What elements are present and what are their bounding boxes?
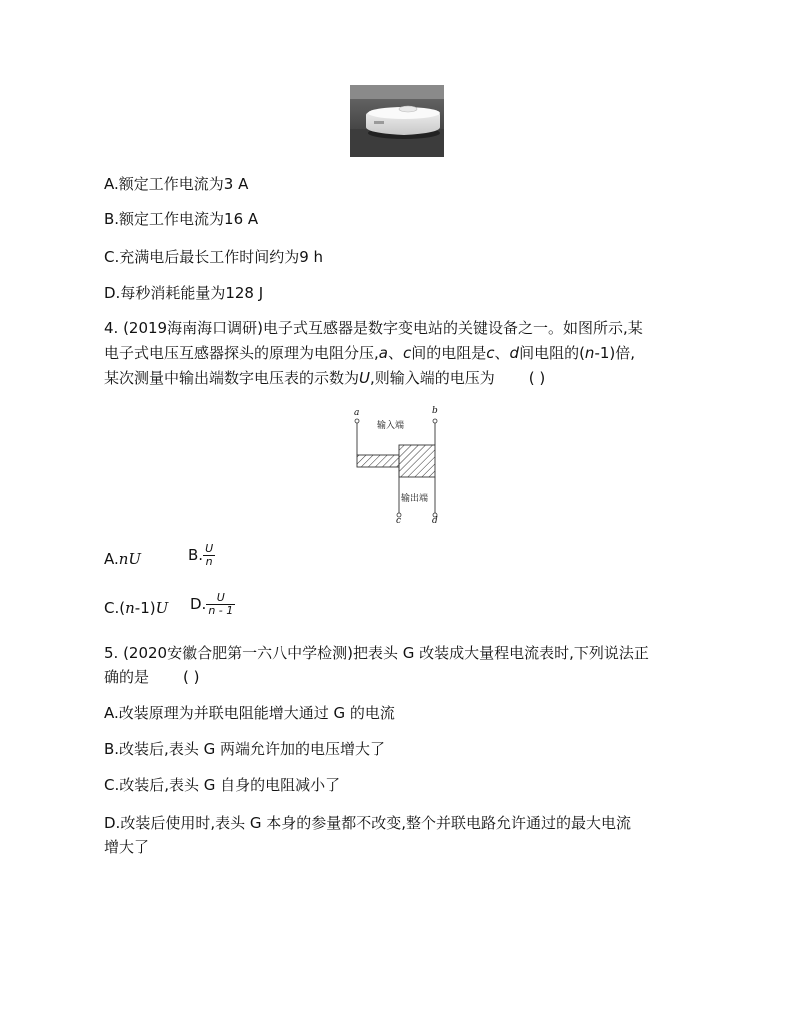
q4-answer-paren: ( ) bbox=[528, 369, 546, 387]
q5-option-c: C.改装后,表头 G 自身的电阻减小了 bbox=[104, 776, 341, 794]
figure-output-label: 输出端 bbox=[401, 494, 429, 504]
q3-option-a: A.额定工作电流为3 A bbox=[104, 175, 249, 193]
voltage-divider-figure bbox=[345, 405, 445, 525]
q3-option-c: C.充满电后最长工作时间约为9 h bbox=[104, 248, 324, 266]
figure-label-d: d bbox=[432, 516, 438, 526]
q4-option-a: A.nU bbox=[104, 550, 142, 568]
q5-stem-line2: 确的是 ( ) bbox=[104, 668, 200, 686]
terminal-b-icon bbox=[433, 419, 437, 423]
robot-vacuum-photo bbox=[350, 85, 444, 157]
q5-stem-line1: 5. (2020安徽合肥第一六八中学检测)把表头 G 改装成大量程电流表时,下列说法正 bbox=[104, 644, 649, 662]
q4-stem-line3: 某次测量中输出端数字电压表的示数为U,则输入端的电压为 ( ) bbox=[104, 369, 546, 387]
resistor-cd bbox=[399, 445, 435, 477]
figure-input-label: 输入端 bbox=[377, 421, 405, 431]
q3-option-b: B.额定工作电流为16 A bbox=[104, 210, 259, 228]
q5-option-d-line2: 增大了 bbox=[104, 838, 150, 856]
q5-option-a: A.改装原理为并联电阻能增大通过 G 的电流 bbox=[104, 704, 395, 722]
q4-option-d-fraction: $\frac{U}{n - 1}$ bbox=[208, 591, 234, 617]
q4-option-b: B. $\frac{U}{n}$ bbox=[188, 542, 214, 568]
q4-option-b-fraction: $\frac{U}{n}$ bbox=[205, 542, 214, 568]
q4-stem-line2: 电子式电压互感器探头的原理为电阻分压,a、c间的电阻是c、d间电阻的(n-1)倍, bbox=[104, 344, 636, 362]
q3-option-d: D.每秒消耗能量为128 J bbox=[104, 284, 264, 302]
figure-label-b: b bbox=[432, 406, 438, 416]
q5-option-b: B.改装后,表头 G 两端允许加的电压增大了 bbox=[104, 740, 385, 758]
q4-option-c: C.(n-1)U bbox=[104, 599, 169, 617]
figure-label-c: c bbox=[396, 516, 402, 526]
q4-option-d: D. $\frac{U}{n - 1}$ bbox=[190, 591, 234, 617]
q4-stem-line1: 4. (2019海南海口调研)电子式互感器是数字变电站的关键设备之一。如图所示,某 bbox=[104, 319, 643, 337]
figure-label-a: a bbox=[354, 408, 360, 418]
q5-answer-paren: ( ) bbox=[183, 668, 200, 686]
terminal-a-icon bbox=[355, 419, 359, 423]
q5-option-d-line1: D.改装后使用时,表头 G 本身的参量都不改变,整个并联电路允许通过的最大电流 bbox=[104, 814, 632, 832]
resistor-ac bbox=[357, 455, 399, 467]
